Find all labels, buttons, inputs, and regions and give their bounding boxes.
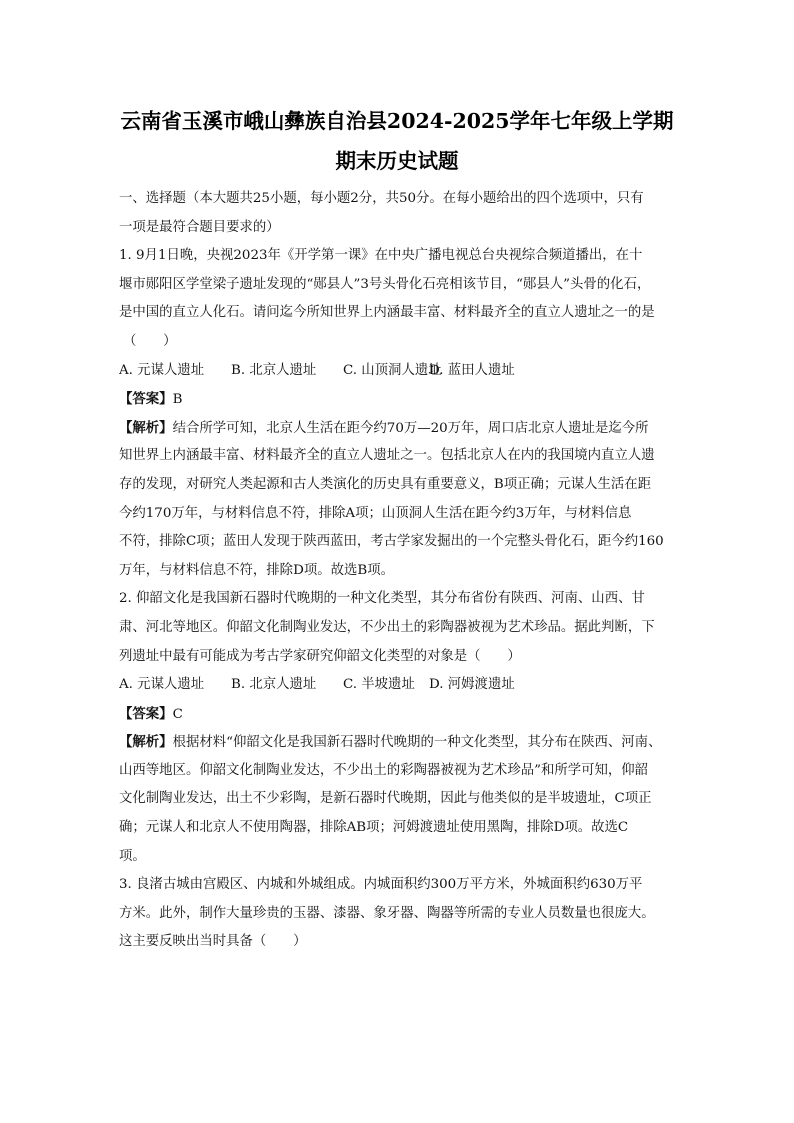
document-title-line-1: 云南省玉溪市峨山彝族自治县2024-2025学年七年级上学期	[120, 109, 674, 133]
question-1-line-1: 1. 9月1日晚，央视2023年《开学第一课》在中央广播电视总台央视综合频道播出，在十	[119, 248, 643, 264]
question-2-option-b: B. 北京人遗址	[231, 677, 317, 693]
section-heading-line-1: 一、选择题（本大题共25小题，每小题2分，共50分。在每小题给出的四个选项中，只有	[119, 191, 644, 206]
answer-label: 【答案】	[119, 705, 173, 722]
analysis-label: 【解析】	[119, 734, 173, 751]
question-2-option-a: A. 元谋人遗址	[119, 677, 205, 693]
question-1-analysis-line-5: 不符，排除C项；蓝田人发现于陕西蓝田，考古学家发掘出的一个完整头骨化石，距今约160	[119, 534, 664, 550]
question-1-line-3: 是中国的直立人化石。请问迄今所知世界上内涵最丰富、材料最齐全的直立人遗址之一的是	[119, 305, 655, 321]
question-1-option-d: D. 蓝田人遗址	[429, 362, 515, 378]
question-1-analysis-line-3: 存的发现，对研究人类起源和古人类演化的历史具有重要意义，B项正确；元谋人生活在距	[119, 476, 652, 492]
question-1-analysis-line-6: 万年，与材料信息不符，排除D项。故选B项。	[119, 562, 394, 578]
question-2-options	[119, 671, 679, 700]
analysis-text: 结合所学可知，北京人生活在距今约70万—20万年，周口店北京人遗址是迄今所	[172, 420, 649, 436]
question-2-option-d: D. 河姆渡遗址	[429, 677, 515, 693]
question-2-line-1: 2. 仰韶文化是我国新石器时代晚期的一种文化类型，其分布省份有陕西、河南、山西、甘	[119, 591, 645, 607]
answer-label: 【答案】	[119, 391, 173, 408]
question-3-line-2: 方米。此外，制作大量珍贵的玉器、漆器、象牙器、陶器等所需的专业人员数量也很庞大。	[119, 905, 655, 921]
question-2-answer	[119, 700, 679, 729]
section-heading-line-2: 一项是最符合题目要求的）	[119, 219, 280, 235]
document-title-line-2: 期末历史试题	[335, 149, 459, 173]
analysis-label: 【解析】	[119, 419, 173, 436]
question-1-answer-blank: （ ）	[123, 333, 177, 349]
question-2-analysis-line-3: 文化制陶业发达，出土不少彩陶，是新石器时代晚期，因此与他类似的是半坡遗址，C项正	[119, 791, 652, 807]
answer-value: B	[172, 392, 183, 408]
question-3-line-3: 这主要反映出当时具备（ ）	[119, 934, 307, 950]
question-1-analysis-line-2: 知世界上内涵最丰富、材料最齐全的直立人遗址之一。包括北京人在内的我国境内直立人遗	[119, 448, 655, 464]
question-1-option-b: B. 北京人遗址	[231, 362, 317, 378]
question-2-line-3: 列遗址中最有可能成为考古学家研究仰韶文化类型的对象是（ ）	[119, 648, 521, 664]
question-1-line-2: 堰市郧阳区学堂梁子遗址发现的“郧县人”3号头骨化石亮相该节目，“郧县人”头骨的化石，	[119, 276, 651, 292]
answer-value: C	[172, 706, 183, 722]
question-1-option-c: C. 山顶洞人遗址	[343, 362, 442, 378]
question-3-line-1: 3. 良渚古城由宫殿区、内城和外城组成。内城面积约300万平方米，外城面积约630万平	[119, 877, 643, 893]
question-2-analysis-line-5: 项。	[119, 848, 146, 864]
question-1-option-a: A. 元谋人遗址	[119, 362, 205, 378]
document-body	[119, 185, 679, 957]
analysis-text: 根据材料“仰韶文化是我国新石器时代晚期的一种文化类型，其分布在陕西、河南、	[172, 735, 662, 751]
question-1-answer	[119, 385, 679, 414]
question-2-line-2: 肃、河北等地区。仰韶文化制陶业发达，不少出土的彩陶器被视为艺术珍品。据此判断，下	[119, 619, 655, 635]
question-2-analysis-line-1	[119, 728, 679, 757]
question-2-option-c: C. 半坡遗址	[343, 677, 415, 693]
question-2-analysis-line-2: 山西等地区。仰韶文化制陶业发达，不少出土的彩陶器被视为艺术珍品”和所学可知，仰韶	[119, 762, 649, 778]
question-1-options	[119, 357, 679, 386]
question-2-analysis-line-4: 确；元谋人和北京人不使用陶器，排除AB项；河姆渡遗址使用黑陶，排除D项。故选C	[119, 820, 629, 836]
question-1-analysis-line-4: 今约170万年，与材料信息不符，排除A项；山顶洞人生活在距今约3万年，与材料信息	[119, 505, 632, 521]
question-1-analysis-line-1	[119, 414, 679, 443]
